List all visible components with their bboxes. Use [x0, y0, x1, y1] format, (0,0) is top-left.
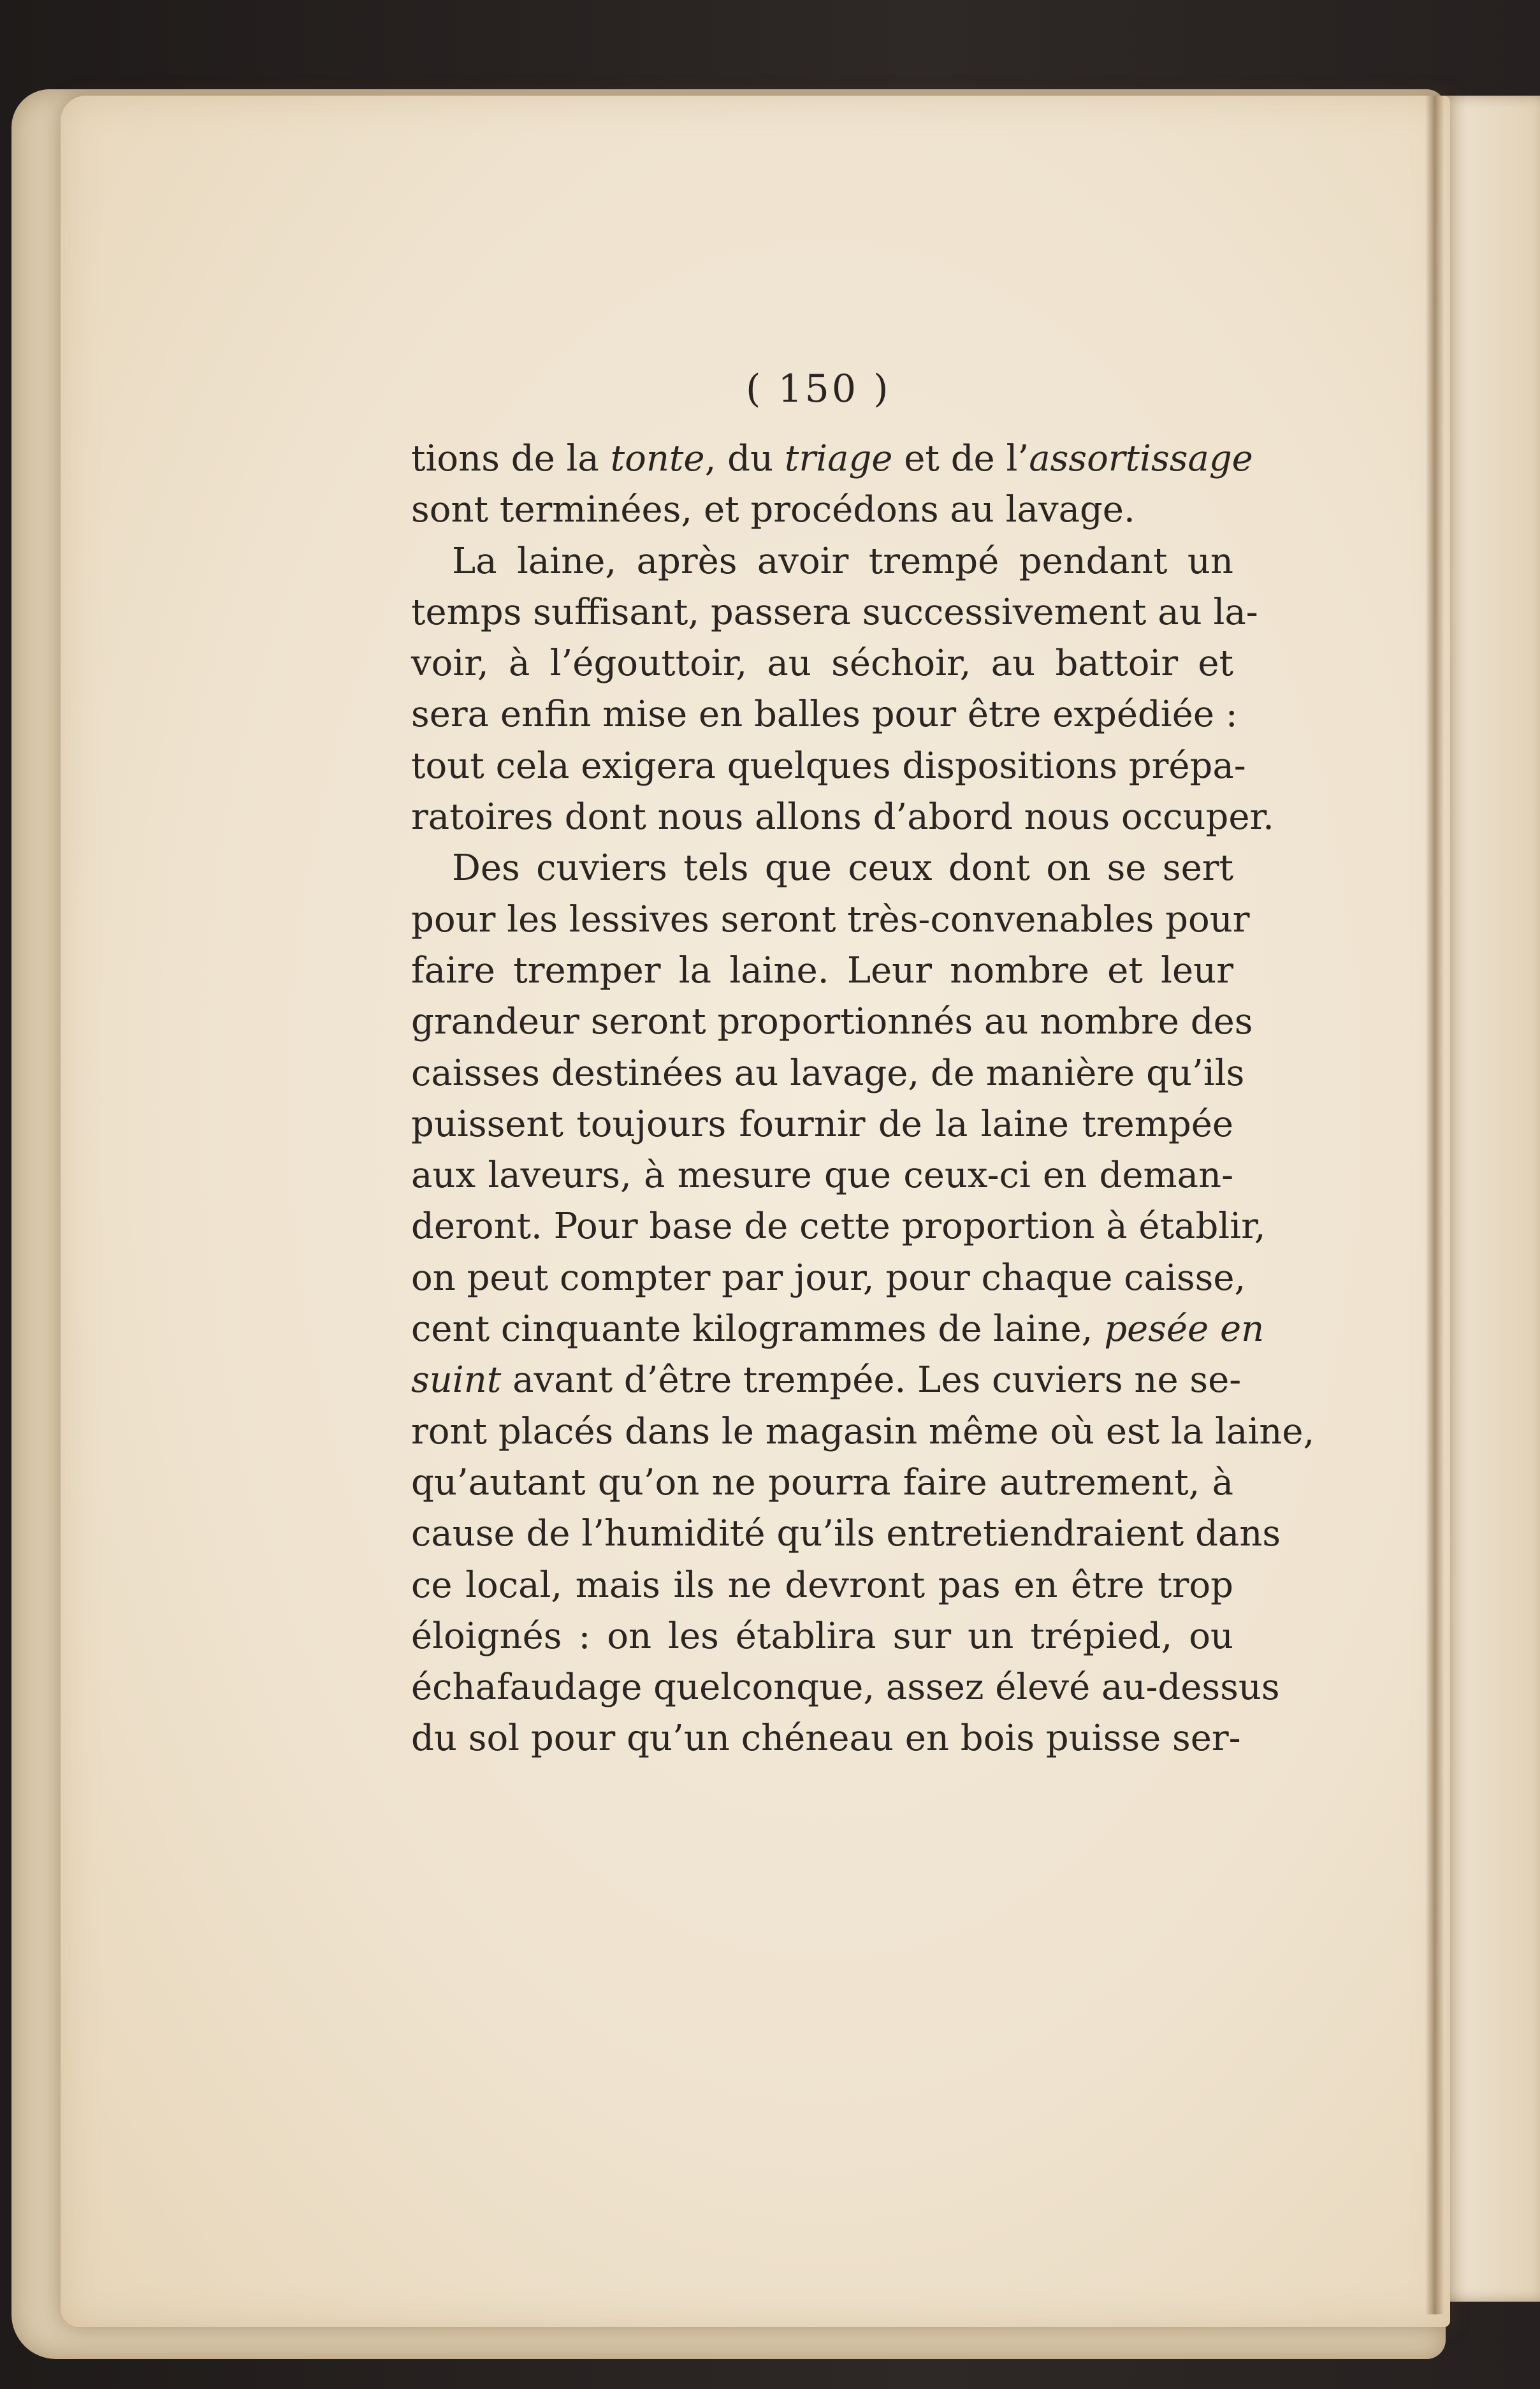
text-segment: Des cuviers tels que ceux dont on se sert: [452, 847, 1233, 889]
page-number: ( 150 ): [746, 367, 891, 411]
text-line: [411, 1560, 1233, 1611]
text-segment: on peut compter par jour, pour chaque caisse,: [411, 1257, 1246, 1299]
body-text: [411, 434, 1315, 1765]
text-segment: temps suffisant, passera successivement au la-: [411, 591, 1258, 633]
text-segment: tions de la: [411, 438, 611, 479]
text-line: [411, 485, 1233, 536]
text-line: [411, 895, 1250, 946]
text-line: [411, 1355, 1242, 1406]
italic-text: tonte: [610, 438, 705, 479]
text-segment: sera enfin mise en balles pour être expédiée :: [411, 694, 1238, 736]
text-line: [411, 587, 1258, 638]
italic-text: triage: [784, 438, 893, 479]
text-line: [411, 843, 1233, 894]
text-segment: caisses destinées au lavage, de manière qu’ils: [411, 1052, 1245, 1094]
italic-text: suint: [411, 1359, 502, 1401]
text-segment: du sol pour qu’un chéneau en bois puisse ser-: [411, 1718, 1241, 1760]
text-line: [411, 1150, 1233, 1201]
text-line: [411, 1611, 1233, 1662]
text-segment: La laine, après avoir trempé pendant un: [452, 540, 1233, 582]
text-line: [411, 997, 1253, 1048]
text-segment: tout cela exigera quelques dispositions prépa-: [411, 745, 1246, 787]
text-segment: éloignés : on les établira sur un trépied, ou: [411, 1615, 1233, 1657]
text-line: [411, 1509, 1281, 1560]
text-segment: échafaudage quelconque, assez élevé au-dessus: [411, 1667, 1280, 1709]
text-line: [411, 536, 1233, 587]
text-line: [411, 689, 1238, 740]
text-segment: faire tremper la laine. Leur nombre et leur: [411, 949, 1233, 991]
text-segment: cent cinquante kilogrammes de laine,: [411, 1308, 1105, 1350]
text-segment: sont terminées, et procédons au lavage.: [411, 489, 1135, 531]
text-segment: aux laveurs, à mesure que ceux-ci en deman-: [411, 1155, 1233, 1197]
text-segment: grandeur seront proportionnés au nombre des: [411, 1001, 1253, 1043]
text-line: [411, 1201, 1266, 1252]
text-line: [411, 1099, 1233, 1150]
italic-text: assortissage: [1029, 438, 1253, 479]
text-line: [411, 1662, 1280, 1713]
text-line: [411, 741, 1246, 792]
text-line: [411, 1713, 1241, 1764]
text-line: [411, 1304, 1265, 1355]
text-line: [411, 1253, 1246, 1304]
text-segment: puissent toujours fournir de la laine trempée: [411, 1103, 1233, 1145]
text-segment: ratoires dont nous allons d’abord nous occuper.: [411, 796, 1274, 838]
text-line: [411, 1048, 1245, 1099]
text-segment: cause de l’humidité qu’ils entretiendraient dans: [411, 1513, 1281, 1555]
text-segment: qu’autant qu’on ne pourra faire autrement, à: [411, 1461, 1233, 1503]
text-line: [411, 792, 1274, 843]
text-segment: et de l’: [892, 438, 1029, 479]
book-gutter: [1425, 96, 1444, 2314]
text-line: [411, 1458, 1233, 1509]
text-line: [411, 1406, 1315, 1458]
text-segment: pour les lessives seront très-convenables pour: [411, 898, 1250, 940]
text-segment: voir, à l’égouttoir, au séchoir, au battoir et: [411, 643, 1233, 685]
text-segment: ront placés dans le magasin même où est la laine,: [411, 1410, 1315, 1452]
text-segment: avant d’être trempée. Les cuviers ne se-: [501, 1359, 1242, 1401]
text-segment: ce local, mais ils ne devront pas en être trop: [411, 1564, 1233, 1606]
text-line: [411, 946, 1233, 997]
text-line: [411, 638, 1233, 689]
text-line: [411, 434, 1253, 485]
text-segment: , du: [704, 438, 785, 479]
text-segment: deront. Pour base de cette proportion à établir,: [411, 1206, 1266, 1248]
italic-text: pesée en: [1104, 1308, 1265, 1350]
